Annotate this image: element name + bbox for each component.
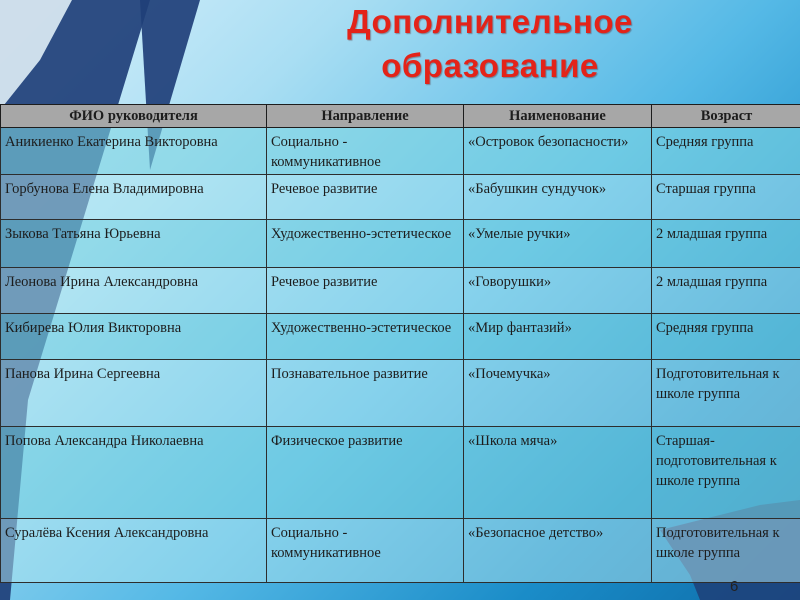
table-row [1,220,800,268]
age-group-cell: Подготовительная к школе группа [652,519,800,583]
program-name-cell: «Школа мяча» [464,427,652,519]
age-group-cell: Старшая-подготовительная к школе группа [652,427,800,519]
leader-name-cell: Попова Александра Николаевна [1,427,267,519]
leader-name-cell: Панова Ирина Сергеевна [1,360,267,427]
leader-name-cell: Леонова Ирина Александровна [1,268,267,314]
direction-cell: Социально - коммуникативное [267,128,464,175]
table-row [1,128,800,175]
header-cell: ФИО руководителя [1,105,267,128]
program-name-cell: «Безопасное детство» [464,519,652,583]
direction-cell: Речевое развитие [267,175,464,220]
header-cell: Наименование [464,105,652,128]
direction-cell: Речевое развитие [267,268,464,314]
program-name-cell: «Говорушки» [464,268,652,314]
leader-name-cell: Кибирева Юлия Викторовна [1,314,267,360]
table-row [1,360,800,427]
program-name-cell: «Почемучка» [464,360,652,427]
table-row [1,519,800,583]
leader-name-cell: Аникиенко Екатерина Викторовна [1,128,267,175]
slide-title-line-1: Дополнительное [347,3,633,40]
direction-cell: Художественно-эстетическое [267,220,464,268]
slide-title [300,0,680,88]
header-cell: Направление [267,105,464,128]
page-number: 6 [730,578,739,595]
age-group-cell: Старшая группа [652,175,800,220]
age-group-cell: Средняя группа [652,128,800,175]
header-cell: Возраст [652,105,800,128]
leader-name-cell: Суралёва Ксения Александровна [1,519,267,583]
table-row [1,268,800,314]
program-name-cell: «Мир фантазий» [464,314,652,360]
age-group-cell: Подготовительная к школе группа [652,360,800,427]
direction-cell: Социально - коммуникативное [267,519,464,583]
direction-cell: Художественно-эстетическое [267,314,464,360]
program-name-cell: «Умелые ручки» [464,220,652,268]
table-row [1,175,800,220]
program-name-cell: «Островок безопасности» [464,128,652,175]
direction-cell: Физическое развитие [267,427,464,519]
education-table [0,104,800,583]
leader-name-cell: Горбунова Елена Владимировна [1,175,267,220]
table-row [1,427,800,519]
age-group-cell: 2 младшая группа [652,220,800,268]
slide-title-line-2: образование [381,47,599,84]
age-group-cell: Средняя группа [652,314,800,360]
direction-cell: Познавательное развитие [267,360,464,427]
table-header-row [1,105,800,128]
age-group-cell: 2 младшая группа [652,268,800,314]
program-name-cell: «Бабушкин сундучок» [464,175,652,220]
leader-name-cell: Зыкова Татьяна Юрьевна [1,220,267,268]
table-row [1,314,800,360]
